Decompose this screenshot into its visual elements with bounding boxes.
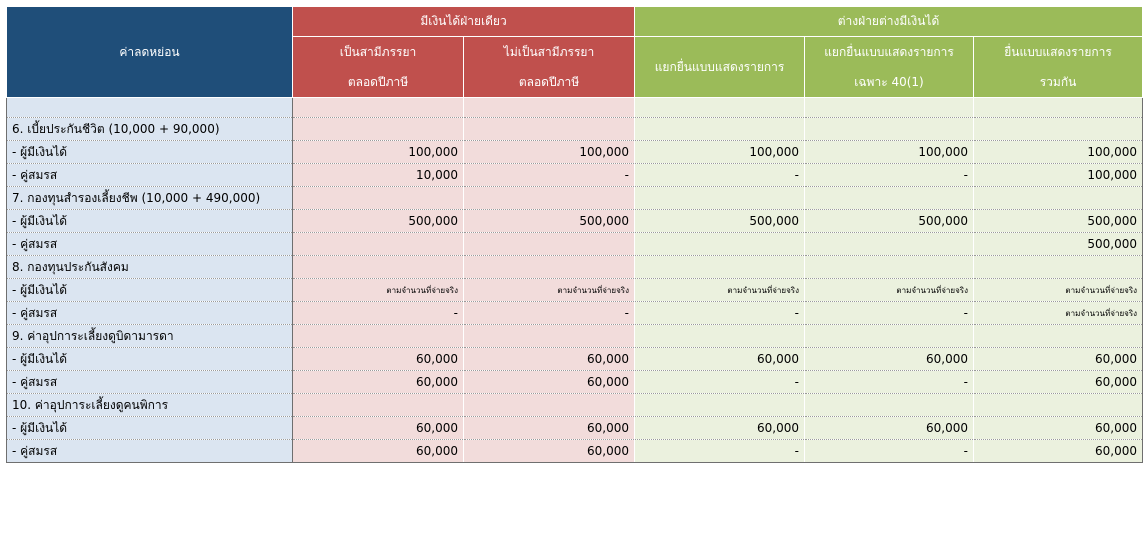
cell-separate-filing: -	[635, 302, 805, 325]
cell-married-whole-year	[293, 233, 464, 256]
cell-separate-filing: ตามจำนวนที่จ่ายจริง	[635, 279, 805, 302]
table-row	[7, 141, 1143, 164]
cell-married-whole-year	[293, 325, 464, 348]
cell-separate-filing	[635, 256, 805, 279]
cell-not-married-whole-year: 100,000	[464, 141, 635, 164]
header-married-whole-year	[293, 37, 464, 98]
row-label: - คู่สมรส	[7, 440, 293, 463]
cell-joint-filing	[974, 98, 1143, 118]
header-married-line2: ตลอดปีภาษี	[347, 75, 409, 89]
deduction-table-wrapper	[6, 6, 1142, 463]
cell-married-whole-year	[293, 394, 464, 417]
cell-married-whole-year: 500,000	[293, 210, 464, 233]
cell-separate-filing: 500,000	[635, 210, 805, 233]
cell-not-married-whole-year: 60,000	[464, 348, 635, 371]
cell-married-whole-year: 60,000	[293, 440, 464, 463]
cell-not-married-whole-year: 60,000	[464, 417, 635, 440]
cell-separate-40-1: 60,000	[805, 348, 974, 371]
section-label: 10. ค่าอุปการะเลี้ยงดูคนพิการ	[7, 394, 293, 417]
cell-not-married-whole-year: 500,000	[464, 210, 635, 233]
section-row	[7, 118, 1143, 141]
cell-not-married-whole-year	[464, 325, 635, 348]
header-separate-40-1-line1: แยกยื่นแบบแสดงรายการ	[824, 45, 954, 59]
section-label: 9. ค่าอุปการะเลี้ยงดูบิดามารดา	[7, 325, 293, 348]
cell-joint-filing: 60,000	[974, 348, 1143, 371]
table-row	[7, 371, 1143, 394]
section-row	[7, 187, 1143, 210]
cell-joint-filing: 500,000	[974, 233, 1143, 256]
table-row	[7, 348, 1143, 371]
cell-married-whole-year: ตามจำนวนที่จ่ายจริง	[293, 279, 464, 302]
cell-married-whole-year: 60,000	[293, 348, 464, 371]
header-group-single-income: มีเงินได้ฝ่ายเดียว	[293, 7, 635, 37]
section-row	[7, 394, 1143, 417]
cell-married-whole-year	[293, 256, 464, 279]
cell-separate-filing	[635, 118, 805, 141]
section-label: 7. กองทุนสำรองเลี้ยงชีพ (10,000 + 490,000)	[7, 187, 293, 210]
cell-separate-filing: -	[635, 440, 805, 463]
cell-not-married-whole-year: ตามจำนวนที่จ่ายจริง	[464, 279, 635, 302]
header-joint-line2: รวมกัน	[1039, 75, 1077, 89]
cell-joint-filing: 60,000	[974, 417, 1143, 440]
row-label: - ผู้มีเงินได้	[7, 279, 293, 302]
table-row	[7, 302, 1143, 325]
table-row	[7, 417, 1143, 440]
cell-separate-40-1	[805, 256, 974, 279]
cell-separate-filing: 100,000	[635, 141, 805, 164]
row-label	[7, 98, 293, 118]
cell-not-married-whole-year: -	[464, 164, 635, 187]
row-label: - ผู้มีเงินได้	[7, 210, 293, 233]
header-not-married-line2: ตลอดปีภาษี	[518, 75, 580, 89]
cell-joint-filing	[974, 118, 1143, 141]
row-label: - คู่สมรส	[7, 371, 293, 394]
cell-married-whole-year: -	[293, 302, 464, 325]
spacer-row	[7, 98, 1143, 118]
header-married-line1: เป็นสามีภรรยา	[339, 45, 417, 59]
row-label: - ผู้มีเงินได้	[7, 348, 293, 371]
cell-separate-filing: 60,000	[635, 348, 805, 371]
cell-separate-40-1	[805, 187, 974, 210]
cell-separate-40-1	[805, 233, 974, 256]
row-label: - ผู้มีเงินได้	[7, 141, 293, 164]
cell-joint-filing: 100,000	[974, 141, 1143, 164]
table-body	[7, 98, 1143, 463]
cell-separate-filing	[635, 233, 805, 256]
cell-separate-40-1	[805, 98, 974, 118]
header-joint-line1: ยื่นแบบแสดงรายการ	[1004, 45, 1112, 59]
row-label: - ผู้มีเงินได้	[7, 417, 293, 440]
cell-not-married-whole-year: 60,000	[464, 440, 635, 463]
cell-separate-filing: 60,000	[635, 417, 805, 440]
cell-joint-filing: 100,000	[974, 164, 1143, 187]
cell-not-married-whole-year	[464, 394, 635, 417]
table-row	[7, 210, 1143, 233]
cell-not-married-whole-year	[464, 233, 635, 256]
cell-not-married-whole-year	[464, 98, 635, 118]
cell-separate-40-1: ตามจำนวนที่จ่ายจริง	[805, 279, 974, 302]
cell-separate-40-1: 500,000	[805, 210, 974, 233]
cell-married-whole-year: 60,000	[293, 371, 464, 394]
section-label: 8. กองทุนประกันสังคม	[7, 256, 293, 279]
table-row	[7, 164, 1143, 187]
cell-married-whole-year: 100,000	[293, 141, 464, 164]
cell-separate-filing: -	[635, 371, 805, 394]
header-separate-40-1-line2: เฉพาะ 40(1)	[854, 75, 924, 89]
section-row	[7, 256, 1143, 279]
deduction-comparison-table	[6, 6, 1143, 463]
cell-separate-40-1: 60,000	[805, 417, 974, 440]
cell-joint-filing: 60,000	[974, 371, 1143, 394]
cell-married-whole-year	[293, 118, 464, 141]
cell-married-whole-year	[293, 98, 464, 118]
cell-separate-filing	[635, 98, 805, 118]
cell-married-whole-year: 10,000	[293, 164, 464, 187]
cell-separate-40-1: 100,000	[805, 141, 974, 164]
row-label: - คู่สมรส	[7, 233, 293, 256]
cell-married-whole-year: 60,000	[293, 417, 464, 440]
cell-separate-filing	[635, 394, 805, 417]
table-row	[7, 279, 1143, 302]
header-not-married-whole-year	[464, 37, 635, 98]
cell-joint-filing	[974, 394, 1143, 417]
cell-separate-filing	[635, 325, 805, 348]
cell-not-married-whole-year	[464, 118, 635, 141]
section-label: 6. เบี้ยประกันชีวิต (10,000 + 90,000)	[7, 118, 293, 141]
cell-not-married-whole-year: 60,000	[464, 371, 635, 394]
table-row	[7, 233, 1143, 256]
cell-joint-filing: 500,000	[974, 210, 1143, 233]
cell-joint-filing: 60,000	[974, 440, 1143, 463]
cell-separate-filing: -	[635, 164, 805, 187]
cell-not-married-whole-year	[464, 187, 635, 210]
header-deduction: ค่าลดหย่อน	[7, 7, 293, 98]
row-label: - คู่สมรส	[7, 164, 293, 187]
cell-separate-40-1: -	[805, 164, 974, 187]
cell-not-married-whole-year	[464, 256, 635, 279]
header-joint-filing	[974, 37, 1143, 98]
cell-separate-40-1	[805, 394, 974, 417]
cell-separate-40-1	[805, 325, 974, 348]
cell-joint-filing: ตามจำนวนที่จ่ายจริง	[974, 279, 1143, 302]
header-group-both-income: ต่างฝ่ายต่างมีเงินได้	[635, 7, 1143, 37]
cell-separate-40-1: -	[805, 302, 974, 325]
row-label: - คู่สมรส	[7, 302, 293, 325]
cell-joint-filing	[974, 187, 1143, 210]
header-separate-40-1	[805, 37, 974, 98]
cell-joint-filing	[974, 325, 1143, 348]
header-not-married-line1: ไม่เป็นสามีภรรยา	[503, 45, 595, 59]
cell-separate-40-1: -	[805, 440, 974, 463]
section-row	[7, 325, 1143, 348]
table-row	[7, 440, 1143, 463]
cell-joint-filing: ตามจำนวนที่จ่ายจริง	[974, 302, 1143, 325]
cell-not-married-whole-year: -	[464, 302, 635, 325]
cell-separate-filing	[635, 187, 805, 210]
cell-separate-40-1: -	[805, 371, 974, 394]
cell-married-whole-year	[293, 187, 464, 210]
header-separate-filing: แยกยื่นแบบแสดงรายการ	[635, 37, 805, 98]
cell-separate-40-1	[805, 118, 974, 141]
cell-joint-filing	[974, 256, 1143, 279]
